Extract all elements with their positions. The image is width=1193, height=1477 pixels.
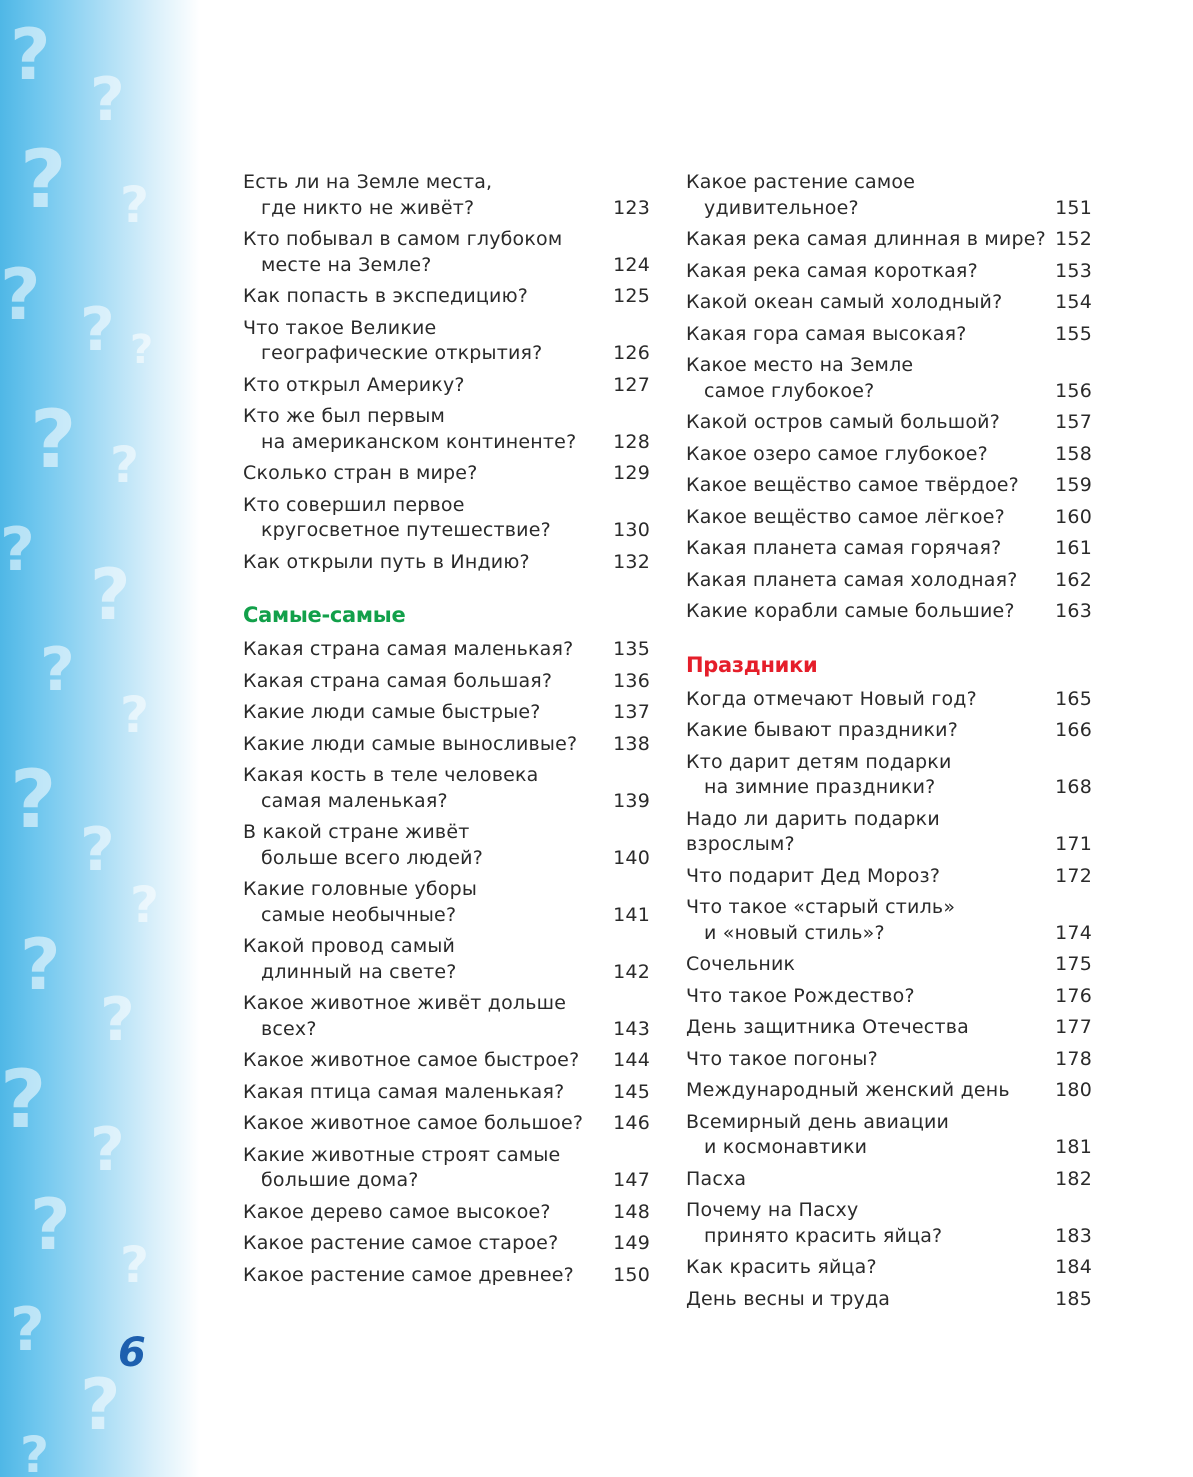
toc-entry-title [686, 687, 977, 713]
toc-entry [686, 984, 1092, 1010]
toc-entry-title-line: большие дома? [261, 1169, 419, 1191]
toc-entry-title-line: Кто дарит детям подарки [686, 750, 952, 773]
toc-entry-page: 124 [613, 253, 650, 276]
toc-entry-title [243, 373, 465, 399]
toc-entry [243, 1048, 650, 1074]
toc-entry-page: 157 [1055, 411, 1092, 433]
toc-entry-title-line: Какая страна самая маленькая? [243, 638, 574, 660]
toc-entry-title [243, 934, 457, 985]
toc-entry-title-line: Какое животное живёт дольше [243, 992, 567, 1014]
toc-entry-page: 128 [613, 430, 650, 453]
toc-entry [686, 750, 1092, 801]
toc-entry-title-line: Какая река самая короткая? [686, 259, 978, 282]
toc-entry-title [243, 284, 528, 310]
toc-entry [686, 1167, 1092, 1193]
toc-entry [686, 1015, 1092, 1041]
toc-entry-title [243, 1231, 558, 1257]
toc-entry-page: 148 [613, 1200, 650, 1223]
toc-entry-title [686, 170, 915, 221]
toc-entry [686, 807, 1092, 858]
toc-entry-title [686, 473, 1019, 499]
toc-entry-title-line: Какое растение самое [686, 171, 916, 193]
toc-entry-title [686, 1078, 1010, 1104]
toc-entry-title-line: Какие люди самые быстрые? [243, 701, 541, 723]
toc-entry [243, 700, 650, 726]
toc-entry-title-line: Есть ли на Земле места, [243, 171, 493, 193]
toc-entry-page: 182 [1055, 1167, 1092, 1190]
toc-entry-title-line: Что подарит Дед Мороз? [686, 864, 941, 887]
toc-entry-title [686, 952, 795, 978]
toc-entry [686, 952, 1092, 978]
toc-list [686, 170, 1092, 625]
toc-list [243, 637, 650, 1288]
toc-entry [686, 568, 1092, 594]
toc-entry [243, 316, 650, 367]
toc-entry [686, 1078, 1092, 1104]
toc-entry-page: 136 [613, 669, 650, 692]
toc-entry-page: 185 [1055, 1287, 1092, 1310]
section-title: Праздники [686, 652, 818, 677]
toc-entry-title-line: удивительное? [704, 196, 859, 219]
toc-entry-title [243, 550, 530, 576]
toc-entry-title [243, 991, 566, 1042]
toc-entry-page: 162 [1055, 568, 1092, 591]
toc-entry-page: 177 [1055, 1016, 1092, 1038]
toc-entry-page: 147 [613, 1169, 650, 1191]
toc-entry-title [686, 718, 958, 744]
toc-entry-page: 141 [613, 903, 650, 926]
toc-entry-title-line: Как попасть в экспедицию? [243, 285, 529, 307]
toc-entry-page: 150 [613, 1263, 650, 1286]
question-mark-icon: ? [110, 436, 140, 494]
toc-entry-title-line: Почему на Пасху [686, 1199, 859, 1221]
toc-entry [686, 687, 1092, 713]
toc-entry-page: 123 [613, 196, 650, 219]
toc-entry-page: 127 [613, 373, 650, 396]
toc-entry-title-line: длинный на свете? [261, 960, 457, 983]
toc-entry-title-line: Какое место на Земле [686, 354, 914, 376]
toc-entry-title [686, 290, 1002, 316]
toc-entry-title-line: Какие головные уборы [243, 878, 478, 900]
toc-entry-page: 161 [1055, 537, 1092, 559]
question-mark-icon: ? [20, 133, 67, 226]
toc-entry-page: 176 [1055, 984, 1092, 1007]
toc-entry [243, 493, 650, 544]
toc-entry-title-line: Какая река самая длинная в мире? [686, 228, 1046, 250]
toc-entry-title-line: географические открытия? [261, 342, 543, 364]
toc-entry-page: 146 [613, 1112, 650, 1134]
toc-entry-page: 175 [1055, 953, 1092, 975]
toc-entry-title-line: Какие корабли самые большие? [686, 600, 1015, 622]
toc-entry-page: 140 [613, 846, 650, 869]
toc-entry [243, 820, 650, 871]
toc-entry-page: 163 [1055, 600, 1092, 622]
toc-entry [243, 1231, 650, 1257]
toc-entry-title-line: Что такое Рождество? [686, 984, 915, 1007]
toc-entry-title [686, 807, 1047, 858]
question-mark-icon: ? [80, 815, 115, 885]
toc-entry-title [686, 442, 988, 468]
toc-entry [243, 1080, 650, 1106]
toc-entry-title [243, 669, 552, 695]
question-mark-icon: ? [90, 1115, 125, 1185]
toc-entry-title-line: День весны и труда [686, 1287, 891, 1310]
toc-entry [243, 763, 650, 814]
question-mark-icon: ? [40, 635, 75, 705]
toc-entry-title-line: Какие животные строят самые [243, 1143, 561, 1166]
toc-entry-title [243, 1263, 574, 1289]
toc-entry-title-line: Всемирный день авиации [686, 1110, 950, 1133]
toc-entry [243, 461, 650, 487]
toc-entry-title-line: месте на Земле? [261, 253, 432, 276]
toc-list [686, 687, 1092, 1313]
toc-entry-title [686, 505, 1005, 531]
toc-entry-page: 137 [613, 701, 650, 723]
toc-entry-title-line: Пасха [686, 1167, 747, 1190]
toc-entry-title [243, 170, 492, 221]
toc-entry-title-line: Кто побывал в самом глубоком [243, 228, 563, 250]
question-mark-icon: ? [30, 393, 77, 486]
toc-entry-title-line: В какой стране живёт [243, 821, 470, 843]
toc-entry-page: 158 [1055, 442, 1092, 465]
toc-entry-title-line: Кто открыл Америку? [243, 373, 465, 396]
toc-entry-title [686, 599, 1015, 625]
toc-column-right [686, 170, 1092, 1318]
toc-entry [243, 877, 650, 928]
toc-entry-title-line: Какая птица самая маленькая? [243, 1080, 565, 1103]
toc-entry-title-line: больше всего людей? [261, 846, 483, 869]
section-title: Самые-самые [243, 603, 406, 627]
toc-entry-title-line: Когда отмечают Новый год? [686, 687, 977, 710]
toc-entry [686, 864, 1092, 890]
toc-entry [243, 227, 650, 278]
toc-entry-title [686, 227, 1046, 253]
toc-entry-title-line: Какое животное самое быстрое? [243, 1049, 580, 1071]
toc-entry [686, 322, 1092, 348]
toc-entry [243, 550, 650, 576]
toc-entry [686, 1287, 1092, 1313]
toc-entry-title [686, 259, 978, 285]
toc-entry-title [686, 1047, 878, 1073]
toc-entry-page: 129 [613, 462, 650, 484]
toc-entry-title [686, 1110, 949, 1161]
toc-entry-title-line: Какая кость в теле человека [243, 764, 539, 786]
toc-entry [243, 732, 650, 758]
toc-entry-title [243, 316, 542, 367]
toc-entry-title [243, 404, 576, 455]
toc-entry-page: 166 [1055, 719, 1092, 741]
toc-entry-title [686, 895, 955, 946]
toc-entry [686, 1255, 1092, 1281]
toc-entry [243, 373, 650, 399]
question-mark-icon: ? [10, 753, 57, 846]
question-mark-icon: ? [120, 1236, 150, 1294]
question-mark-icon: ? [0, 254, 41, 336]
toc-entry-title-line: на зимние праздники? [704, 776, 936, 798]
toc-entry-title-line: Какое растение самое старое? [243, 1232, 559, 1254]
toc-entry-page: 139 [613, 789, 650, 812]
toc-entry-title-line: Сколько стран в мире? [243, 462, 478, 484]
toc-entry-page: 172 [1055, 864, 1092, 887]
question-mark-icon: ? [0, 1053, 47, 1146]
question-mark-icon: ? [80, 1364, 121, 1446]
question-mark-icon: ? [130, 327, 154, 373]
toc-entry [686, 1047, 1092, 1073]
toc-entry [686, 290, 1092, 316]
toc-entry-page: 153 [1055, 259, 1092, 282]
toc-entry-title-line: Международный женский день [686, 1079, 1010, 1101]
toc-entry-title [686, 984, 915, 1010]
toc-entry-title [243, 1080, 564, 1106]
toc-entry-title-line: Какие люди самые выносливые? [243, 732, 578, 755]
toc-entry-title-line: Какая планета самая холодная? [686, 568, 1018, 591]
toc-entry-title [243, 1111, 583, 1137]
toc-entry [243, 170, 650, 221]
question-mark-icon: ? [10, 14, 51, 96]
question-mark-icon: ? [120, 176, 150, 234]
toc-entry-title [686, 864, 940, 890]
toc-entry [686, 442, 1092, 468]
toc-entry [686, 895, 1092, 946]
toc-entry-title-line: где никто не живёт? [261, 196, 475, 219]
toc-entry-page: 130 [613, 519, 650, 541]
toc-entry-title-line: Сочельник [686, 953, 796, 975]
toc-entry-page: 171 [1055, 833, 1092, 855]
toc-entry-title [243, 732, 577, 758]
toc-entry-title-line: Какое растение самое древнее? [243, 1263, 574, 1286]
question-mark-icon: ? [80, 295, 115, 365]
toc-entry-title [686, 568, 1017, 594]
toc-entry-title-line: Как открыли путь в Индию? [243, 550, 530, 573]
toc-entry-title [686, 353, 913, 404]
toc-entry [243, 637, 650, 663]
toc-entry-title-line: и космонавтики [704, 1136, 868, 1158]
toc-entry-title-line: принято красить яйца? [704, 1224, 943, 1247]
toc-entry-page: 143 [613, 1017, 650, 1040]
toc-entry-page: 183 [1055, 1224, 1092, 1247]
toc-entry-title-line: Что такое «старый стиль» [686, 896, 956, 918]
toc-entry-title-line: самое глубокое? [704, 379, 875, 402]
toc-entry-page: 138 [613, 732, 650, 755]
toc-entry-title-line: Кто совершил первое [243, 493, 465, 516]
toc-entry [686, 1110, 1092, 1161]
toc-entry [243, 404, 650, 455]
toc-entry [686, 1198, 1092, 1249]
question-mark-icon: ? [100, 985, 135, 1055]
toc-entry-page: 174 [1055, 921, 1092, 944]
question-mark-icon: ? [10, 1295, 45, 1365]
toc-entry-title-line: всех? [261, 1017, 317, 1040]
toc-entry-title-line: Кто же был первым [243, 405, 446, 427]
toc-entry-title [243, 820, 483, 871]
toc-entry-page: 126 [613, 342, 650, 364]
question-mark-icon: ? [20, 924, 61, 1006]
toc-entry-page: 165 [1055, 687, 1092, 710]
toc-entry-title [686, 1015, 969, 1041]
question-mark-icon: ? [120, 686, 150, 744]
toc-entry [243, 1143, 650, 1194]
toc-entry-title [243, 461, 477, 487]
toc-entry-title-line: самая маленькая? [261, 789, 448, 812]
toc-entry-page: 149 [613, 1232, 650, 1254]
toc-entry-page: 152 [1055, 228, 1092, 250]
toc-entry-title [686, 1167, 746, 1193]
toc-entry-title-line: кругосветное путешествие? [261, 519, 551, 541]
toc-entry-page: 155 [1055, 322, 1092, 345]
toc-entry-title [243, 1143, 560, 1194]
toc-entry-page: 181 [1055, 1136, 1092, 1158]
toc-entry-title-line: День защитника Отечества [686, 1016, 969, 1038]
toc-entry [243, 1263, 650, 1289]
toc-entry-title [686, 1198, 942, 1249]
toc-column-left [243, 170, 650, 1294]
toc-entry-title [686, 322, 967, 348]
toc-entry-title-line: Как красить яйца? [686, 1256, 877, 1278]
toc-entry [243, 991, 650, 1042]
toc-entry [243, 1111, 650, 1137]
toc-entry-title [686, 410, 1000, 436]
toc-entry-title [686, 750, 952, 801]
toc-entry-page: 135 [613, 638, 650, 660]
toc-entry-title [243, 637, 573, 663]
toc-entry-title-line: и «новый стиль»? [704, 921, 885, 944]
toc-entry-title [686, 536, 1001, 562]
toc-entry-title-line: Какое озеро самое глубокое? [686, 442, 988, 465]
toc-entry-page: 145 [613, 1080, 650, 1103]
decorative-side-band [0, 0, 200, 1477]
toc-entry-page: 125 [613, 285, 650, 307]
toc-list [243, 170, 650, 575]
toc-entry-title-line: Какой океан самый холодный? [686, 291, 1003, 313]
toc-entry-title-line: Какое вещёство самое лёгкое? [686, 505, 1005, 528]
toc-entry-title [243, 1200, 551, 1226]
question-mark-icon: ? [20, 1426, 50, 1477]
toc-entry [686, 353, 1092, 404]
toc-entry-page: 156 [1055, 379, 1092, 402]
toc-entry-page: 160 [1055, 505, 1092, 528]
toc-entry [243, 284, 650, 310]
toc-entry [686, 227, 1092, 253]
toc-entry-title-line: Какое дерево самое высокое? [243, 1200, 551, 1223]
question-mark-icon: ? [90, 65, 125, 135]
toc-entry [686, 536, 1092, 562]
question-mark-icon: ? [0, 515, 35, 585]
toc-entry-page: 168 [1055, 776, 1092, 798]
toc-entry-title-line: Какой остров самый большой? [686, 411, 1001, 433]
toc-entry-title-line: Надо ли дарить подарки взрослым? [686, 807, 940, 855]
toc-entry-title-line: Что такое погоны? [686, 1047, 878, 1070]
toc-entry [243, 669, 650, 695]
toc-entry-page: 180 [1055, 1079, 1092, 1101]
toc-entry-title [243, 877, 477, 928]
toc-entry-title-line: самые необычные? [261, 903, 457, 926]
toc-entry [686, 410, 1092, 436]
toc-entry-title-line: на американском континенте? [261, 430, 577, 453]
toc-entry [686, 718, 1092, 744]
toc-entry [686, 599, 1092, 625]
toc-entry-title [243, 700, 541, 726]
toc-entry [243, 934, 650, 985]
toc-entry-title [243, 1048, 579, 1074]
toc-entry-title [243, 227, 562, 278]
toc-entry-page: 142 [613, 960, 650, 983]
toc-entry-title-line: Какая планета самая горячая? [686, 537, 1002, 559]
toc-entry-title [243, 493, 551, 544]
toc-entry-page: 144 [613, 1049, 650, 1071]
toc-entry-page: 154 [1055, 291, 1092, 313]
toc-entry-page: 184 [1055, 1256, 1092, 1278]
toc-entry-title [686, 1255, 877, 1281]
toc-entry-title-line: Какие бывают праздники? [686, 719, 958, 741]
toc-entry-title [686, 1287, 890, 1313]
toc-entry-page: 151 [1055, 196, 1092, 219]
toc-entry [686, 505, 1092, 531]
toc-entry [686, 473, 1092, 499]
toc-entry-title-line: Какая страна самая большая? [243, 669, 553, 692]
toc-entry-title-line: Что такое Великие [243, 316, 437, 339]
page-number: 6 [118, 1330, 146, 1376]
question-mark-icon: ? [130, 876, 160, 934]
question-mark-icon: ? [90, 554, 131, 636]
toc-entry-title-line: Какая гора самая высокая? [686, 322, 967, 345]
toc-entry-title-line: Какой провод самый [243, 935, 456, 957]
toc-entry-title [243, 763, 539, 814]
toc-entry [686, 170, 1092, 221]
question-mark-icon: ? [30, 1184, 71, 1266]
toc-entry [243, 1200, 650, 1226]
toc-entry-page: 132 [613, 550, 650, 573]
toc-entry-page: 159 [1055, 474, 1092, 496]
toc-entry-title-line: Какое вещёство самое твёрдое? [686, 474, 1019, 496]
toc-entry-title-line: Какое животное самое большое? [243, 1112, 584, 1134]
toc-entry [686, 259, 1092, 285]
toc-entry-page: 178 [1055, 1047, 1092, 1070]
